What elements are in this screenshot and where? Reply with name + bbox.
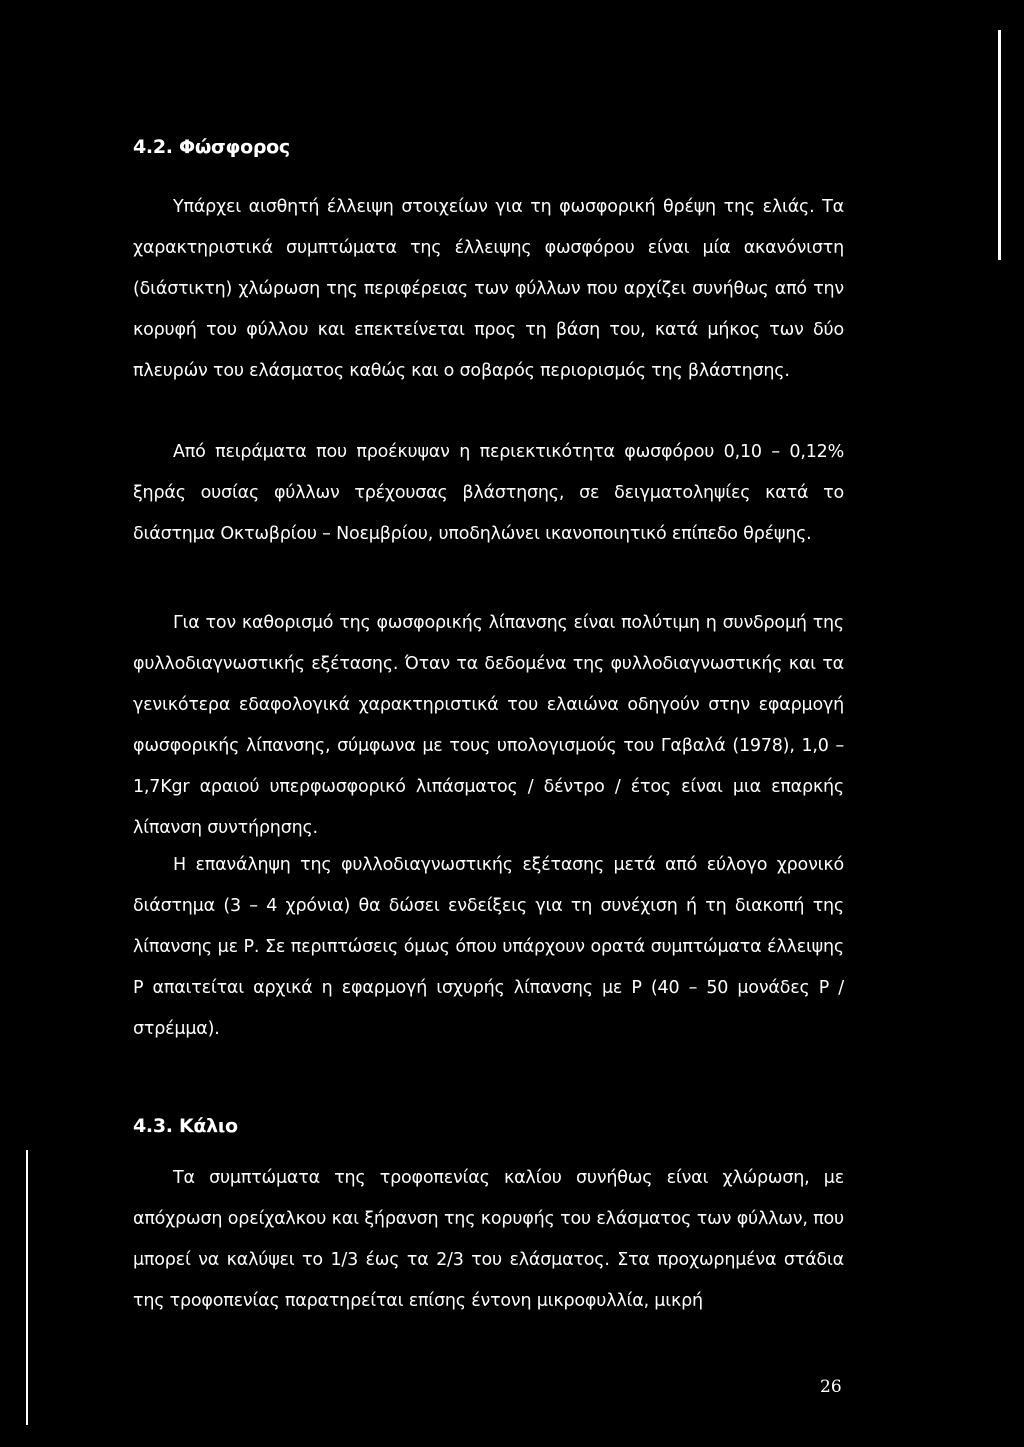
paragraph-phosphorus-intro: Υπάρχει αισθητή έλλειψη στοιχείων για τη φωσφορική θρέψη της ελιάς. Τα χαρακτηριστικά συμπτώματα της έλλειψης φωσφόρου είναι μία ακανόνιστη (διάστικτη) χλώρωση της περιφέρειας των φύλλων που αρχίζει συνήθως από την κορυφή του φύλλου και επεκτείνεται προς τη βάση του, κατά μήκος των δύο πλευρών του ελάσματος καθώς και ο σοβαρός περιορισμός της βλάστησης.	[133, 197, 844, 381]
section-heading-phosphorus: 4.2. Φώσφορος	[133, 136, 290, 158]
page-number: 26	[820, 1377, 842, 1397]
paragraph-potassium-symptoms: Τα συμπτώματα της τροφοπενίας καλίου συνήθως είναι χλώρωση, με απόχρωση ορείχαλκου και ξήρανση της κορυφής του ελάσματος των φύλλων, που μπορεί να καλύψει το 1/3 έως τα 2/3 του ελάσματος. Στα προχωρημένα στάδια της τροφοπενίας παρατηρείται επίσης έντονη μικροφυλλία, μικρή	[133, 1168, 844, 1311]
paragraph-phosphorus-fertilization: Για τον καθορισμό της φωσφορικής λίπανσης είναι πολύτιμη η συνδρομή της φυλλοδιαγνωστικής εξέτασης. Όταν τα δεδομένα της φυλλοδιαγνωστικής και τα γενικότερα εδαφολογικά χαρακτηριστικά του ελαιώνα οδηγούν στην εφαρμογή φωσφορικής λίπανσης, σύμφωνα με τους υπολογισμούς του Γαβαλά (1978), 1,0 – 1,7Kgr αραιού υπερφωσφορικό λιπάσματος / δέντρο / έτος είναι μια επαρκής λίπανση συντήρησης.	[133, 613, 844, 838]
paragraph-phosphorus-experiments: Από πειράματα που προέκυψαν η περιεκτικότητα φωσφόρου 0,10 – 0,12% ξηράς ουσίας φύλλων τρέχουσας βλάστησης, σε δειγματοληψίες κατά το διάστημα Οκτωβρίου – Νοεμβρίου, υποδηλώνει ικανοποιητικό επίπεδο θρέψης.	[133, 442, 844, 544]
section-heading-potassium: 4.3. Κάλιο	[133, 1115, 238, 1137]
scan-edge-line-left	[26, 1150, 28, 1425]
paragraph-phosphorus-repetition: Η επανάληψη της φυλλοδιαγνωστικής εξέτασης μετά από εύλογο χρονικό διάστημα (3 – 4 χρόνια) θα δώσει ενδείξεις για τη συνέχιση ή τη διακοπή της λίπανσης με Ρ. Σε περιπτώσεις όμως όπου υπάρχουν ορατά συμπτώματα έλλειψης Ρ απαιτείται αρχικά η εφαρμογή ισχυρής λίπανσης με Ρ (40 – 50 μονάδες Ρ / στρέμμα).	[133, 855, 844, 1039]
scan-edge-line-right	[998, 30, 1001, 260]
